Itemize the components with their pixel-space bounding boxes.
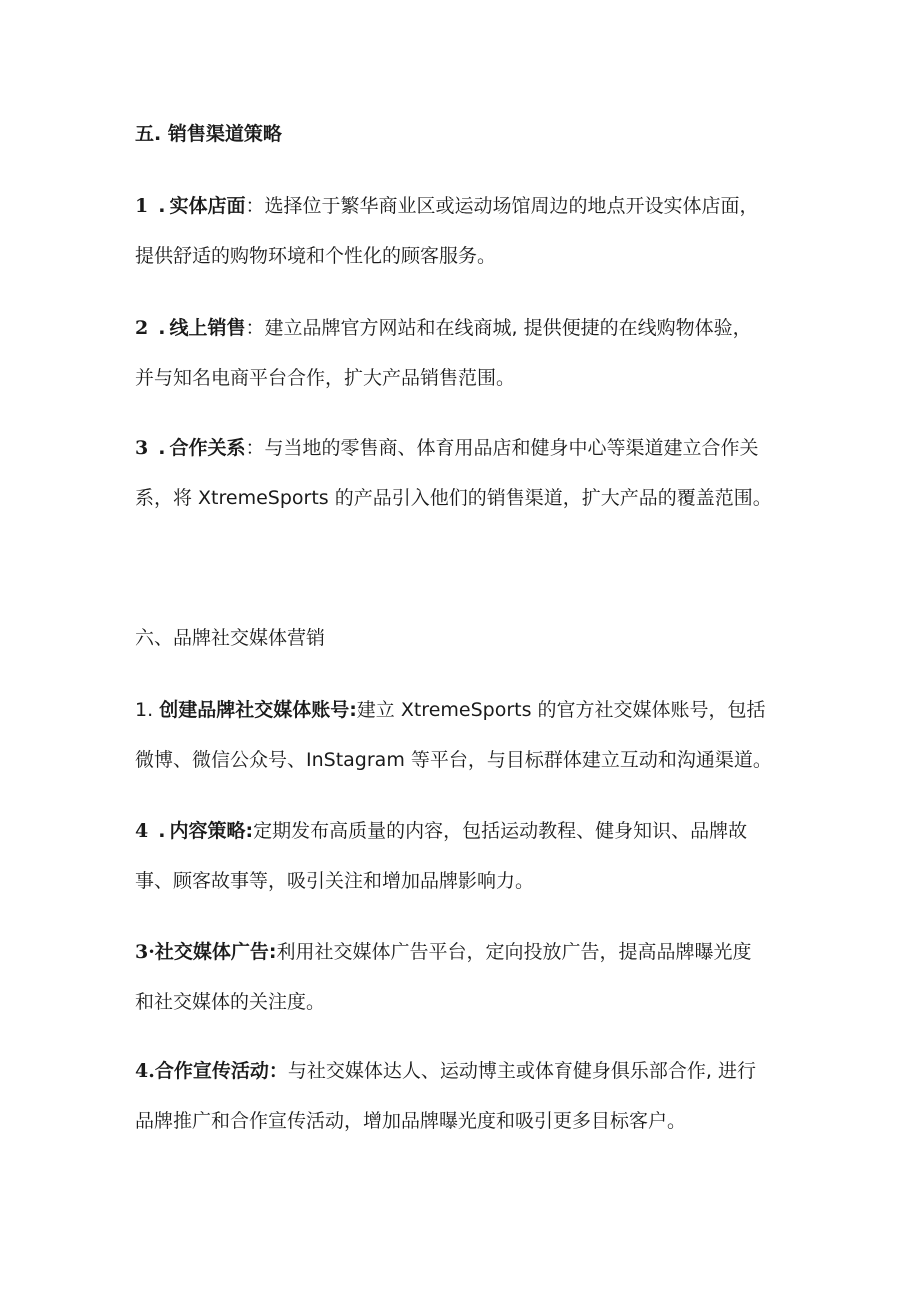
item-label: 创建品牌社交媒体账号: — [159, 699, 357, 721]
paragraph-line — [135, 1046, 815, 1096]
item-separator: . — [158, 820, 166, 842]
item-text-line-1: 利用社交媒体广告平台，定向投放广告，提高品牌曝光度 — [276, 941, 752, 963]
social-media-item-content-strategy — [135, 806, 815, 906]
paragraph-line — [135, 927, 815, 977]
item-number: 4. — [135, 1060, 155, 1082]
item-text-line-1: 建立 XtremeSports 的官方社交媒体账号，包括 — [356, 699, 766, 721]
item-label: 社交媒体广告: — [154, 941, 277, 963]
item-text-line-2: 系，将 XtremeSports 的产品引入他们的销售渠道，扩大产品的覆盖范围。 — [135, 487, 772, 509]
paragraph-line — [135, 806, 815, 856]
item-number: 1. — [135, 699, 154, 721]
item-text-line-2: 提供舒适的购物环境和个性化的顾客服务。 — [135, 245, 497, 267]
item-text-line-2: 品牌推广和合作宣传活动，增加品牌曝光度和吸引更多目标客户。 — [135, 1110, 687, 1132]
section-5-heading: 五. 销售渠道策略 — [135, 123, 282, 145]
item-label: 线上销售 — [169, 317, 246, 339]
paragraph-line — [135, 303, 815, 353]
paragraph-line — [135, 423, 815, 473]
item-number: 3· — [135, 941, 155, 963]
item-number: 4 — [135, 820, 149, 842]
item-number: 2 — [135, 317, 149, 339]
paragraph-line — [135, 685, 815, 735]
item-text-line-2: 并与知名电商平台合作，扩大产品销售范围。 — [135, 367, 516, 389]
item-colon: ： — [245, 317, 265, 339]
item-text-line-1: 建立品牌官方网站和在线商城, 提供便捷的在线购物体验， — [264, 317, 752, 339]
item-separator: . — [158, 195, 166, 217]
item-text-line-1: 与社交媒体达人、运动博主或体育健身俱乐部合作, 进行 — [287, 1060, 756, 1082]
item-text-line-2: 事、顾客故事等，吸引关注和增加品牌影响力。 — [135, 870, 535, 892]
item-text-line-1: 选择位于繁华商业区或运动场馆周边的地点开设实体店面， — [264, 195, 759, 217]
social-media-item-campaigns — [135, 1046, 815, 1146]
item-label: 内容策略: — [169, 820, 254, 842]
item-text-line-1: 定期发布高质量的内容，包括运动教程、健身知识、品牌故 — [253, 820, 748, 842]
item-text-line-1: 与当地的零售商、体育用品店和健身中心等渠道建立合作关 — [264, 437, 759, 459]
social-media-item-ads — [135, 927, 815, 1027]
section-6-heading: 六、品牌社交媒体营销 — [135, 627, 326, 649]
sales-channel-item-physical-store — [135, 181, 815, 281]
item-label: 合作宣传活动： — [154, 1060, 288, 1082]
sales-channel-item-partnerships — [135, 423, 815, 523]
item-label: 合作关系 — [169, 437, 246, 459]
paragraph-line — [135, 181, 815, 231]
item-colon: ： — [245, 437, 265, 459]
sales-channel-item-online-sales — [135, 303, 815, 403]
item-number: 1 — [135, 195, 149, 217]
item-text-line-2: 和社交媒体的关注度。 — [135, 991, 326, 1013]
item-number: 3 — [135, 437, 149, 459]
item-text-line-2: 微博、微信公众号、InStagram 等平台，与目标群体建立互动和沟通渠道。 — [135, 749, 772, 771]
social-media-item-accounts — [135, 685, 815, 785]
item-label: 实体店面 — [169, 195, 246, 217]
item-colon: ： — [245, 195, 265, 217]
item-separator: . — [158, 437, 166, 459]
item-separator: . — [158, 317, 166, 339]
